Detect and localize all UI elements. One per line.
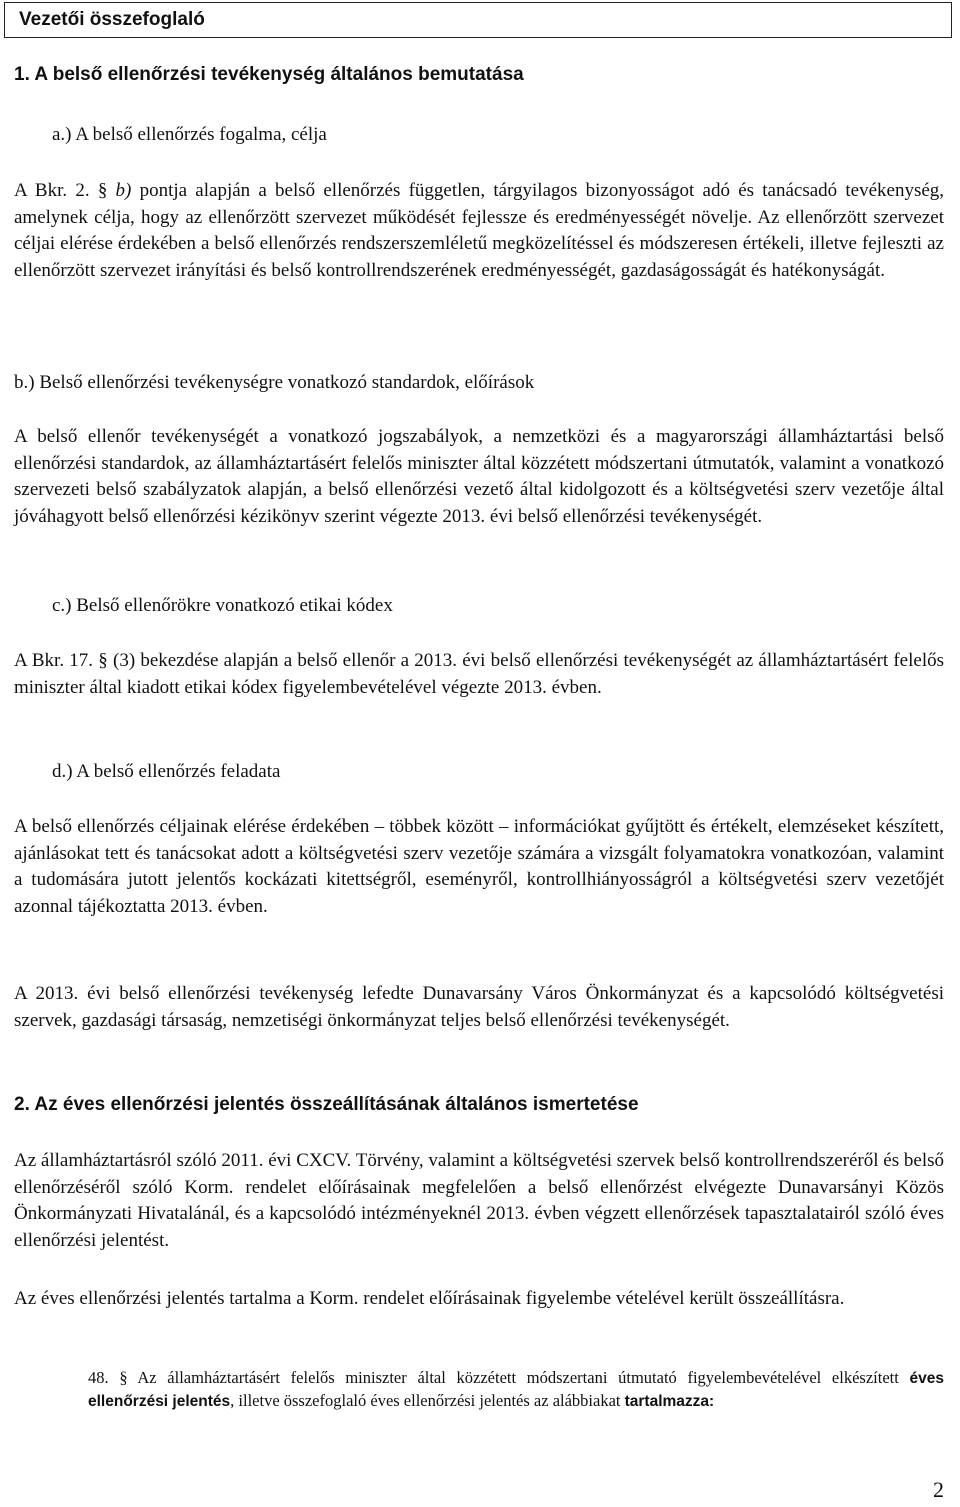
section-1c-paragraph: A Bkr. 17. § (3) bekezdése alapján a belső ellenőr a 2013. évi belső ellenőrzési tevékenységét az államháztartásért felelős miniszter által kiadott etikai kódex figyelembevételével végezte 2013. évben. — [14, 650, 945, 698]
section-1d-paragraph: A belső ellenőrzés céljainak elérése érdekében – többek között – információkat gyűjtött és értékelt, elemzéseket készített, ajánlásokat tett és tanácsokat adott a költségvetési szerv vezetője számára a vizsgált folyamatokra vonatkozóan, valamint a tudomására jutott jelentős kockázati kitettségről, eseményről, kontrollhiányosságról a költségvetési szerv vezetőjét azonnal tájékoztatta 2013. évben. — [14, 816, 944, 917]
paragraph-sign-icon: § — [98, 650, 108, 671]
summary-title: Vezetői összefoglaló — [19, 9, 205, 30]
page-number: 2 — [933, 1477, 944, 1502]
section-1b-paragraph: A belső ellenőr tevékenységét a vonatkozó jogszabályok, a nemzetközi és a magyarországi államháztartási belső ellenőrzési standardok, az államháztartásért felelős miniszter által közzétett módszertani útmutatók, valamint a vonatkozó szervezeti belső szabályzatok alapján, a belső ellenőrzési vezető által kidolgozott és a költségvetési szerv vezetője által jóváhagyott belső ellenőrzési kézikönyv szerint végezte 2013. évi belső ellenőrzési tevékenységét. — [14, 426, 944, 527]
section-1d-subheading: d.) A belső ellenőrzés feladata — [52, 761, 281, 782]
section-1a-subheading: a.) A belső ellenőrzés fogalma, célja — [52, 124, 327, 145]
section-1b-subheading: b.) Belső ellenőrzési tevékenységre vonatkozó standardok, előírások — [14, 372, 535, 393]
section-2-paragraph-1: Az államháztartásról szóló 2011. évi CXCV. Törvény, valamint a költségvetési szervek belső kontrollrendszeréről és belső ellenőrzéséről szóló Korm. rendelet előírásainak megfelelően a belső ellenőrzést elvégezte Dunavarsányi Közös Önkormányzati Hivatalánál, és a kapcsolódó intézményeknél 2013. évben végzett ellenőrzések tapasztalatairól szóló éves ellenőrzési jelentést. — [14, 1150, 944, 1251]
paragraph-sign-icon: § — [119, 1368, 128, 1387]
section-1a-paragraph: A Bkr. 2. § b) pontja alapján a belső ellenőrzés független, tárgyilagos bizonyosságot adó és tanácsadó tevékenység, amelynek célja, hogy az ellenőrzött szervezet működését fejlessze és eredményességét növelje. Az ellenőrzött szervezet céljai elérése érdekében a belső ellenőrzés rendszerszemléletű megközelítéssel és módszeresen értékeli, illetve fejleszti az ellenőrzött szervezet irányítási és belső kontrollrendszerének eredményességét, gazdaságosságát és hatékonyságát. — [14, 180, 945, 281]
section-2-paragraph-2: Az éves ellenőrzési jelentés tartalma a Korm. rendelet előírásainak figyelembe vételével került összeállításra. — [14, 1288, 845, 1309]
summary-title-box — [4, 2, 952, 38]
section-2-heading: 2. Az éves ellenőrzési jelentés összeállításának általános ismertetése — [14, 1094, 639, 1115]
section-1-heading: 1. A belső ellenőrzési tevékenység általános bemutatása — [14, 64, 524, 85]
section-1d-paragraph-2: A 2013. évi belső ellenőrzési tevékenység lefedte Dunavarsány Város Önkormányzat és a kapcsolódó költségvetési szervek, gazdasági társaság, nemzetiségi önkormányzat teljes belső ellenőrzési tevékenységét. — [14, 983, 944, 1031]
legal-note: 48. § Az államháztartásért felelős miniszter által közzétett módszertani útmutató figyelembevételével elkészített éves ellenőrzési jelentés, illetve összefoglaló éves ellenőrzési jelentés az alábbiakat tartalmazza: — [88, 1368, 944, 1411]
section-1c-subheading: c.) Belső ellenőrökre vonatkozó etikai kódex — [52, 595, 393, 616]
paragraph-sign-icon: § — [97, 180, 108, 201]
